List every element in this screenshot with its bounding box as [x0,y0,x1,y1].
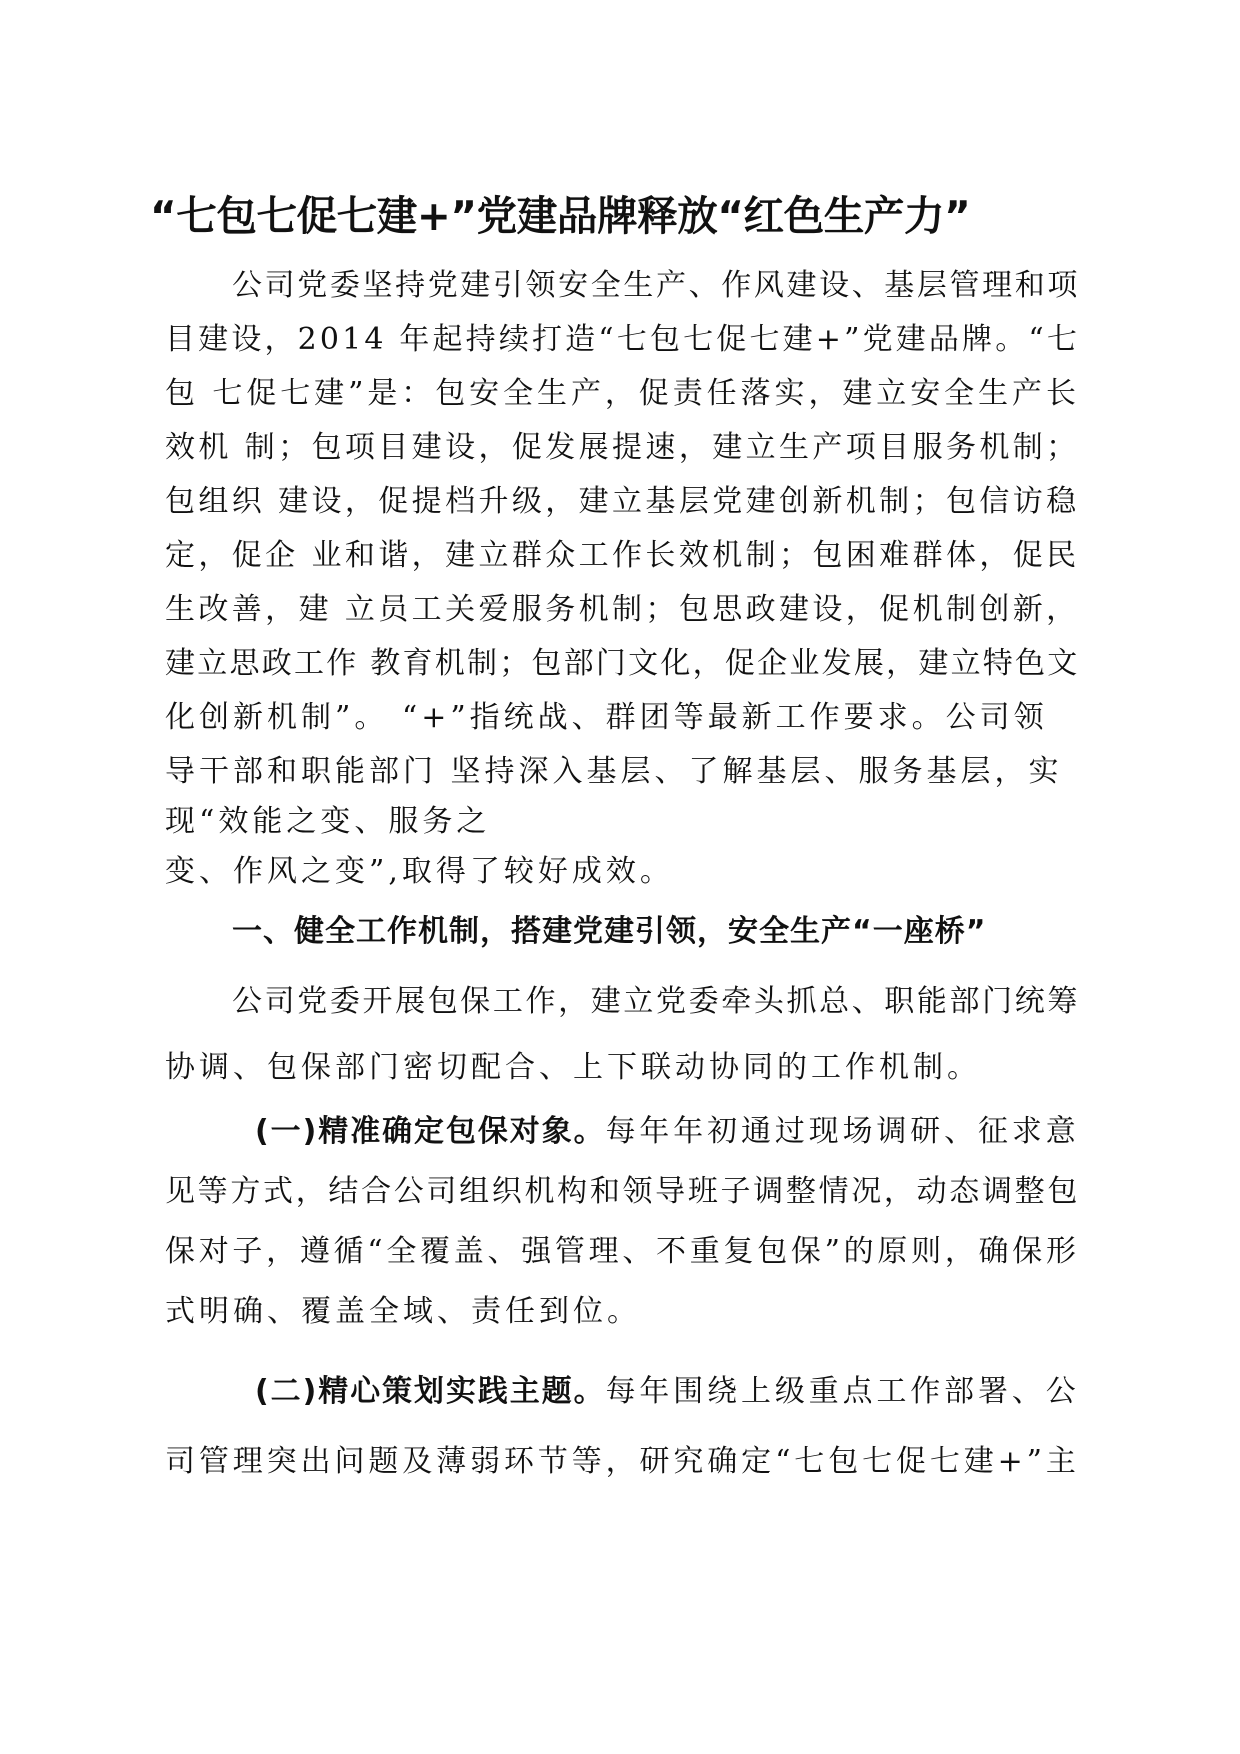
intro-line: 目建设，2014 年起持续打造“七包七促七建+”党建品牌。“七 [165,322,1081,357]
item-line: 保对子，遵循“全覆盖、强管理、不重复包保”的原则，确保形 [165,1234,1080,1269]
section-paragraph-line: 协调、包保部门密切配合、上下联动协同的工作机制。 [165,1050,981,1085]
item-line: 司管理突出问题及薄弱环节等，研究确定“七包七促七建+”主 [165,1444,1080,1479]
item-line: 见等方式，结合公司组织机构和领导班子调整情况，动态调整包 [165,1174,1080,1209]
intro-line: 变、作风之变”,取得了较好成效。 [165,854,674,889]
intro-line: 公司党委坚持党建引领安全生产、作风建设、基层管理和项 [232,268,1080,303]
item-lead: (一)精准确定包保对象。 [255,1114,606,1149]
intro-line: 导干部和职能部门 坚持深入基层、了解基层、服务基层，实 [165,754,1063,789]
item-first-line-text: 每年年初通过现场调研、征求意 [605,1114,1080,1149]
item-line: 式明确、覆盖全域、责任到位。 [165,1294,641,1329]
intro-line: 化创新机制”。 “+”指统战、群团等最新工作要求。公司领 [165,700,1048,735]
intro-line: 定，促企 业和谐，建立群众工作长效机制；包困难群体，促民 [165,538,1080,573]
item-first-line [255,1372,1080,1412]
section-heading: 一、健全工作机制，搭建党建引领，安全生产“一座桥” [232,914,987,949]
item-lead: (二)精心策划实践主题。 [255,1374,606,1409]
intro-line: 建立思政工作 教育机制；包部门文化，促企业发展，建立特色文 [165,646,1080,681]
item-first-line [255,1112,1080,1152]
intro-line: 包组织 建设，促提档升级，建立基层党建创新机制；包信访稳 [165,484,1080,519]
section-paragraph-line: 公司党委开展包保工作，建立党委牵头抓总、职能部门统筹 [232,984,1080,1019]
intro-line: 包 七促七建”是：包安全生产，促责任落实，建立安全生产长 [165,376,1080,411]
intro-line: 效机 制；包项目建设，促发展提速，建立生产项目服务机制； [165,430,1080,465]
document-title: “七包七促七建+”党建品牌释放“红色生产力” [150,192,971,240]
intro-line: 现“效能之变、服务之 [165,804,491,839]
intro-line: 生改善，建 立员工关爱服务机制；包思政建设，促机制创新， [165,592,1080,627]
item-first-line-text: 每年围绕上级重点工作部署、公 [605,1374,1080,1409]
